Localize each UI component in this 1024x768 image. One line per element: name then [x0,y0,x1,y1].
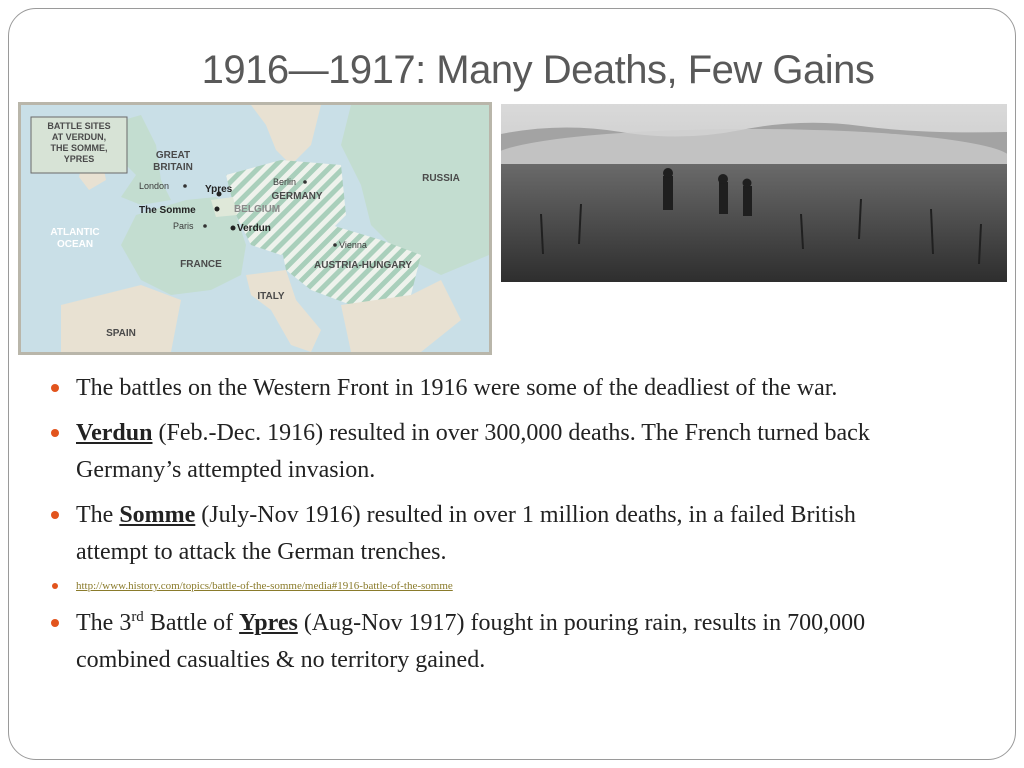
keyword-somme: Somme [119,502,196,528]
label-great-britain-2: BRITAIN [153,162,193,173]
city-vienna: Vienna [339,240,367,250]
label-austria-hungary: AUSTRIA-HUNGARY [314,260,412,271]
battlefield-photo [501,104,1007,282]
berlin-dot [303,180,307,184]
label-russia: RUSSIA [422,173,460,184]
legend-line-3: THE SOMME, [50,143,108,153]
bullet-3-text: (July-Nov 1916) resulted in over 1 million deaths, in a failed British attempt to attack the German trenches. [76,502,856,565]
battle-ypres: Ypres [205,184,233,195]
bullet-5-text: (Aug-Nov 1917) fought in pouring rain, results in 700,000 combined casualties & no territory gained. [76,610,866,673]
label-spain: SPAIN [106,328,136,339]
legend-line-1: BATTLE SITES [47,121,111,131]
battle-somme: The Somme [139,205,196,216]
label-atlantic-1: ATLANTIC [50,227,100,238]
paris-dot [203,224,207,228]
bullet-2 [48,415,908,489]
keyword-verdun: Verdun [76,420,153,446]
london-dot [183,184,187,188]
slide-title: 1916—1917: Many Deaths, Few Gains [201,48,875,92]
history-link[interactable]: http://www.history.com/topics/battle-of-the-somme/media#1916-battle-of-the-somme [76,580,453,592]
bullet-4 [48,579,908,593]
bullet-2-text: (Feb.-Dec. 1916) resulted in over 300,000 deaths. The French turned back Germany’s attempted invasion. [76,420,870,483]
map-graphic [21,105,489,352]
bullet-5-mid: Battle of [143,610,240,636]
bullet-3 [48,497,908,571]
photo-graphic [501,104,1007,282]
bullet-1-text: The battles on the Western Front in 1916 were some of the deadliest of the war. [76,375,838,401]
city-london: London [139,181,170,191]
city-berlin: Berlin [273,177,297,187]
label-belgium: BELGIUM [233,204,281,215]
label-france: FRANCE [180,259,222,270]
label-germany: GERMANY [271,191,323,202]
legend-line-4: YPRES [63,154,95,164]
keyword-ypres: Ypres [239,610,298,636]
vienna-dot [333,243,337,247]
bullet-5-sup: rd [131,609,144,625]
somme-marker [215,207,220,212]
legend-line-2: AT VERDUN, [51,132,107,142]
verdun-marker [231,226,236,231]
bullet-1 [48,370,908,407]
city-paris: Paris [173,221,194,231]
bullet-5-pre: The 3 [76,610,132,636]
label-great-britain-1: GREAT [155,150,191,161]
bullet-list [48,370,908,687]
bullet-5 [48,605,908,679]
label-italy: ITALY [257,291,285,302]
label-atlantic-2: OCEAN [56,239,94,250]
battle-verdun: Verdun [237,223,271,234]
bullet-3-pre: The [76,502,120,528]
battle-sites-map [18,102,492,355]
